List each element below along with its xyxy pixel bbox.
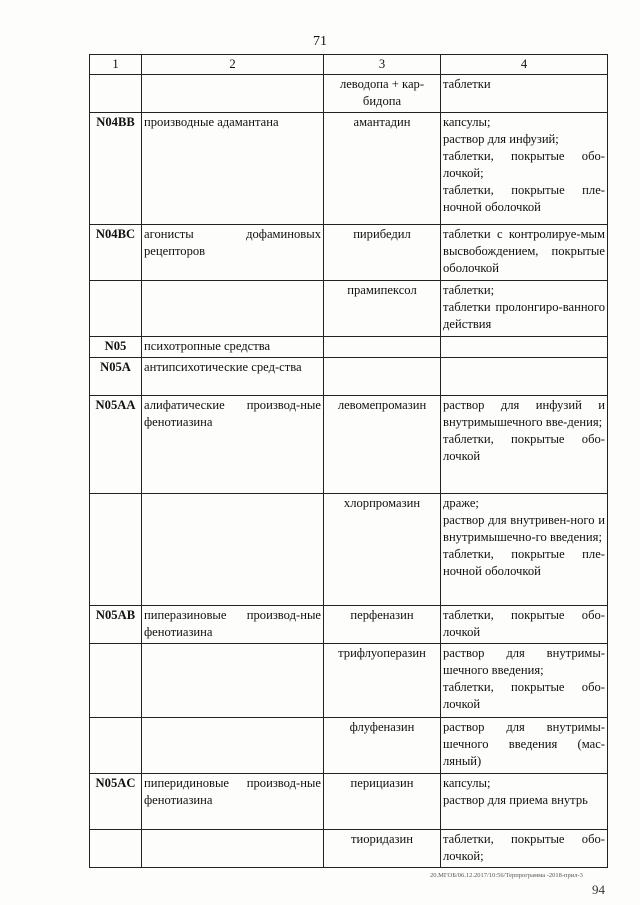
page-number: 71 — [313, 34, 327, 49]
dosage-form-cell — [441, 396, 608, 494]
drug-name-cell: перфеназин — [324, 606, 441, 644]
dosage-form-cell — [441, 358, 608, 396]
drug-name-cell: перициазин — [324, 774, 441, 830]
group-name-cell: пиперидиновые производ-ные фенотиазина — [142, 774, 324, 830]
group-name-cell — [142, 830, 324, 868]
sheet-number: 94 — [592, 882, 605, 897]
table-row — [90, 494, 608, 606]
drug-name-cell: флуфеназин — [324, 718, 441, 774]
table-row — [90, 606, 608, 644]
group-name-cell — [142, 75, 324, 113]
drug-table — [89, 54, 608, 868]
dosage-form-cell — [441, 718, 608, 774]
dosage-form-item: таблетки, покрытые обо-лочкой — [443, 608, 605, 639]
dosage-form-item: капсулы; — [443, 776, 491, 790]
header-cell: 1 — [90, 55, 142, 75]
table-row — [90, 281, 608, 337]
group-name-cell: алифатические производ-ные фенотиазина — [142, 396, 324, 494]
group-name-cell — [142, 494, 324, 606]
atc-code-cell: N05A — [90, 358, 142, 396]
dosage-form-cell — [441, 337, 608, 358]
table-row — [90, 718, 608, 774]
header-cell: 4 — [441, 55, 608, 75]
dosage-form-item: раствор для внутривен-ного и внутримышечно-го введения; — [443, 513, 605, 544]
table-header-row — [90, 55, 608, 75]
table-row — [90, 830, 608, 868]
atc-code-cell: N04BB — [90, 113, 142, 225]
table-row — [90, 113, 608, 225]
atc-code-cell: N05AA — [90, 396, 142, 494]
drug-name-cell: леводопа + кар-бидопа — [324, 75, 441, 113]
table-row — [90, 774, 608, 830]
dosage-form-item: таблетки с контролируе-мым высвобождением, покрытые оболочкой — [443, 227, 605, 275]
drug-name-cell: тиоридазин — [324, 830, 441, 868]
header-cell: 2 — [142, 55, 324, 75]
group-name-cell — [142, 644, 324, 718]
atc-code-cell: N05 — [90, 337, 142, 358]
dosage-form-cell — [441, 774, 608, 830]
dosage-form-cell — [441, 830, 608, 868]
table-body — [90, 75, 608, 868]
table-row — [90, 75, 608, 113]
group-name-cell: агонисты дофаминовых рецепторов — [142, 225, 324, 281]
atc-code-cell — [90, 281, 142, 337]
dosage-form-item: раствор для внутримы-шечного введения (мас-ляный) — [443, 720, 605, 768]
dosage-form-item: таблетки — [443, 77, 491, 91]
dosage-form-cell — [441, 494, 608, 606]
header-cell: 3 — [324, 55, 441, 75]
dosage-form-item: раствор для инфузий; — [443, 132, 559, 146]
dosage-form-item: раствор для инфузий и внутримышечного вве-дения; — [443, 398, 605, 429]
table-row — [90, 644, 608, 718]
group-name-cell: производные адамантана — [142, 113, 324, 225]
atc-code-cell — [90, 644, 142, 718]
group-name-cell: пиперазиновые производ-ные фенотиазина — [142, 606, 324, 644]
dosage-form-cell — [441, 75, 608, 113]
footer-code: 20.МГОБ/06.12.2017/10:56/Терпрограмма -2018-прил-3 — [430, 872, 583, 879]
table-row — [90, 358, 608, 396]
atc-code-cell: N05AB — [90, 606, 142, 644]
atc-code-cell — [90, 75, 142, 113]
dosage-form-cell — [441, 644, 608, 718]
table-row — [90, 225, 608, 281]
dosage-form-cell — [441, 113, 608, 225]
dosage-form-item: таблетки, покрытые обо-лочкой — [443, 680, 605, 711]
dosage-form-item: таблетки, покрытые обо-лочкой; — [443, 832, 605, 863]
atc-code-cell: N04BC — [90, 225, 142, 281]
dosage-form-item: раствор для внутримы-шечного введения; — [443, 646, 605, 677]
group-name-cell — [142, 718, 324, 774]
dosage-form-item: капсулы; — [443, 115, 491, 129]
dosage-form-item: раствор для приема внутрь — [443, 793, 588, 807]
dosage-form-item: таблетки, покрытые пле-ночной оболочкой — [443, 547, 605, 578]
table-row — [90, 337, 608, 358]
drug-name-cell — [324, 337, 441, 358]
drug-name-cell: прамипексол — [324, 281, 441, 337]
group-name-cell: психотропные средства — [142, 337, 324, 358]
dosage-form-cell — [441, 225, 608, 281]
group-name-cell: антипсихотические сред-ства — [142, 358, 324, 396]
atc-code-cell: N05AC — [90, 774, 142, 830]
dosage-form-item: таблетки, покрытые пле-ночной оболочкой — [443, 183, 605, 214]
drug-name-cell: левомепромазин — [324, 396, 441, 494]
atc-code-cell — [90, 830, 142, 868]
drug-name-cell: трифлуоперазин — [324, 644, 441, 718]
dosage-form-item: драже; — [443, 496, 479, 510]
drug-name-cell: хлорпромазин — [324, 494, 441, 606]
atc-code-cell — [90, 494, 142, 606]
atc-code-cell — [90, 718, 142, 774]
dosage-form-cell — [441, 606, 608, 644]
drug-name-cell: пирибедил — [324, 225, 441, 281]
dosage-form-item: таблетки пролонгиро-ванного действия — [443, 300, 605, 331]
table-row — [90, 396, 608, 494]
drug-name-cell: амантадин — [324, 113, 441, 225]
dosage-form-item: таблетки, покрытые обо-лочкой — [443, 432, 605, 463]
dosage-form-item: таблетки; — [443, 283, 495, 297]
group-name-cell — [142, 281, 324, 337]
dosage-form-cell — [441, 281, 608, 337]
drug-name-cell — [324, 358, 441, 396]
dosage-form-item: таблетки, покрытые обо-лочкой; — [443, 149, 605, 180]
